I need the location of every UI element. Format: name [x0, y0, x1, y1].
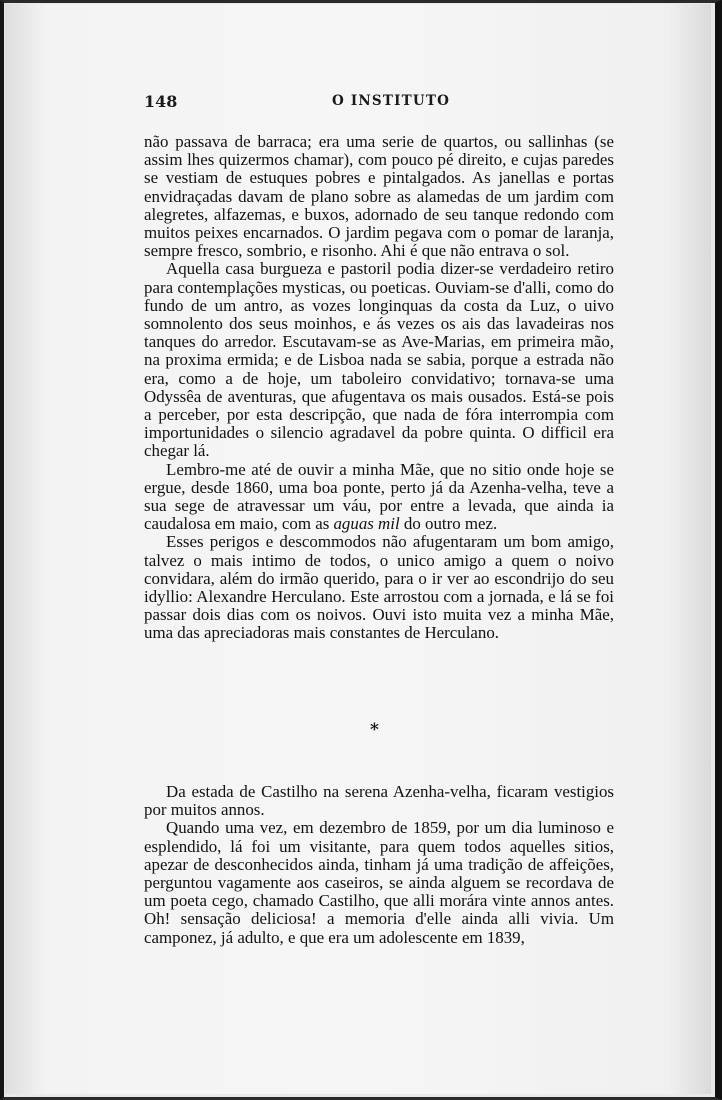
paragraph: Quando uma vez, em dezembro de 1859, por um dia luminoso e esplendido, lá foi um visitante, para quem todos aquelles sitios, apezar de desconhecidos ainda, tinham já uma tradição de affeições, perguntou vagamente aos caseiros, se ainda alguem se recordava de um poeta cego, chamado Castilho, que alli morára vinte annos antes. Oh! sensação deliciosa! a memoria d'elle ainda alli vivia. Um camponez, já adulto, e que era um adolescente em 1839,: [144, 818, 614, 947]
section-separator-asterisk: *: [370, 720, 379, 740]
text-run: do outro mez.: [399, 514, 498, 534]
paragraph: não passava de barraca; era uma serie de quartos, ou sallinhas (se assim lhes quizermos chamar), com pouco pé direito, e cujas paredes se vestiam de estuques pobres e pintalgados. As janellas e portas envidraçadas davam de plano sobre as alamedas de um jardim com alegretes, alfazemas, e buxos, adornado de seu tanque redondo com muitos peixes encarnados. O jardim pegava com o pomar de laranja, sempre fresco, sombrio, e risonho. Ahi é que não entrava o sol.: [144, 132, 614, 261]
paragraph: Aquella casa burgueza e pastoril podia dizer-se verdadeiro retiro para contemplações mysticas, ou poeticas. Ouviam-se d'alli, como do fundo de um antro, as vozes longinquas da costa da Luz, o uivo somnolento dos seus moinhos, e ás vezes os ais das lavadeiras nos tanques do arredor. Escutavam-se as Ave-Marias, em primeira mão, na proxima ermida; e de Lisboa nada se sabia, porque a estrada não era, como a de hoje, um taboleiro convidativo; tornava-se uma Odyssêa de aventuras, que afugentava os mais ousados. Está-se pois a perceber, por esta descripção, que nada de fóra interrompia com importunidades o silencio agradavel da pobre quinta. O difficil era chegar lá.: [144, 259, 614, 461]
italic-phrase: aguas mil: [333, 514, 400, 534]
body-text-section-2: [144, 783, 614, 947]
text-run: Lembro-me até de ouvir a minha Mãe, que no sitio onde hoje se ergue, desde 1860, uma boa ponte, perto já da Azenha-velha, teve a sua sege de atravessar um váu, por entre a levada, que ainda ia caudalosa em maio, com as: [144, 459, 614, 534]
paragraph: Esses perigos e descommodos não afugentaram um bom amigo, talvez o mais intimo de todos, o unico amigo a quem o noivo convidara, além do irmão querido, para o ir ver ao escondrijo do seu idyllio: Alexandre Herculano. Este arrostou com a jornada, e lá se foi passar dois dias com os noivos. Ouvi isto muita vez a minha Mãe, uma das apreciadoras mais constantes de Herculano.: [144, 532, 614, 643]
paragraph-with-italic: [144, 461, 614, 534]
running-head: O INSTITUTO: [332, 93, 451, 109]
body-text-section-1: [144, 133, 614, 643]
paragraph: Da estada de Castilho na serena Azenha-velha, ficaram vestigios por muitos annos.: [144, 782, 614, 820]
page-number: 148: [144, 92, 178, 111]
page-header: [144, 92, 614, 112]
